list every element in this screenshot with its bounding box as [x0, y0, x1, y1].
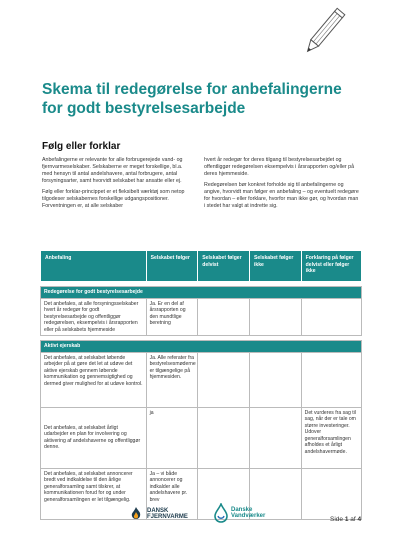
section-heading: Følg eller forklar	[42, 141, 121, 152]
row-recommendation: Det anbefales, at selskabet løbende arbejder på at gøre det let at udøve det aktive ejerskab gennem løbende kommunikation og gennemsigtighed og dermed giver mulighed for at udøve kontrol.	[41, 352, 147, 407]
water-drop-icon	[214, 503, 228, 523]
document-title	[42, 80, 372, 118]
row-partial[interactable]	[198, 352, 250, 407]
page-number	[330, 516, 361, 523]
row-explanation[interactable]	[301, 298, 361, 336]
table-header-row	[41, 251, 362, 282]
intro-paragraph: Følg eller forklar-princippet er et fleksibelt værktøj som netop tilgodeser selskabernes forskellige udgangspositioner. Forventningen er, at alle selskaber	[42, 189, 185, 209]
row-not[interactable]	[249, 298, 301, 336]
row-not[interactable]	[249, 407, 301, 468]
dansk-fjernvarme-logo	[128, 506, 188, 522]
header-recommendation: Anbefaling	[41, 251, 147, 282]
header-explanation: Forklaring på følger delvist eller følger ikke	[301, 251, 361, 282]
intro-paragraph: Anbefalingerne er relevante for alle forbrugerejede vand- og fjernvarmeselskaber. Selskaberne er meget forskellige, bl.a. med hensyn til antal andelshavere, antal forbrugere, antal forsyningsarter, samt hvorvidt selskabet har ansatte eller ej.	[42, 157, 183, 184]
page-total: 4	[357, 516, 362, 523]
danske-vandvaerker-logo	[214, 503, 265, 523]
row-follows[interactable]: Ja. Er en del af årsrapporten og den mundtlige beretning	[146, 298, 198, 336]
header-not: Selskabet følger ikke	[249, 251, 301, 282]
header-partial: Selskabet følger delvist	[198, 251, 250, 282]
flame-icon	[128, 506, 144, 522]
title-line-2: for godt bestyrelsesarbejde	[42, 100, 246, 117]
table-section-row	[41, 287, 362, 299]
intro-right-column	[204, 157, 360, 214]
logo-text-line: Vandværker	[231, 513, 266, 519]
intro-paragraph: Redegørelsen bør konkret forholde sig til anbefalingerne og angive, hvorvidt man følger en anbefaling – og eventuelt redegøre for hvordan – eller forklare, hvorfor man ikke gør, og hvordan man i stedet har valgt at indrette sig.	[204, 182, 359, 209]
table-row	[41, 298, 362, 336]
row-follows[interactable]: Ja. Alle referater fra bestyrelsesmøderne er tilgængelige på hjemmesiden.	[146, 352, 198, 407]
row-recommendation: Det anbefales, at selskabet årligt udarbejder en plan for involvering og aktivering af andelshaverne og offentliggør denne.	[41, 407, 147, 468]
row-explanation[interactable]	[301, 468, 361, 519]
row-partial[interactable]	[198, 298, 250, 336]
section-label: Aktivt ejerskab	[41, 341, 362, 353]
logo-text-line: FJERNVARME	[147, 514, 188, 520]
intro-paragraph: hvert år redegør for deres tilgang til bestyrelsesarbejdet og offentliggør redegørelsen eksempelvis i årsrapporten og/eller på deres hjemmeside.	[204, 157, 355, 177]
pencil-icon	[300, 6, 346, 60]
section-label: Redegørelse for godt bestyrelsesarbejde	[41, 287, 362, 299]
logo-text-line: Danske	[231, 506, 253, 513]
intro-left-column	[42, 157, 194, 214]
row-explanation[interactable]: Det vurderes fra sag til sag, når der er tale om større investeringer. Udover generalforsamlingen afholdes et årligt andelshavermøde.	[301, 407, 361, 468]
logo-text-line: DANSK	[147, 507, 169, 514]
table-row	[41, 468, 362, 519]
row-recommendation: Det anbefales, at selskabet annoncerer bredt ved indkaldelse til den årlige generalforsamling samt tilskrer, at kommunikationen forud for og under generalforsamlingen er let tilgængelig.	[41, 468, 147, 519]
table-row	[41, 407, 362, 468]
row-partial[interactable]	[198, 407, 250, 468]
row-explanation[interactable]	[301, 352, 361, 407]
table-section-row	[41, 341, 362, 353]
page-current: 1	[344, 516, 349, 523]
row-follows[interactable]: Ja – vi både annoncerer og indkalder alle andelshavere pr. brev	[146, 468, 198, 519]
row-follows[interactable]: ja	[146, 407, 198, 468]
table-row	[41, 352, 362, 407]
page-prefix: Side	[330, 516, 344, 523]
row-not[interactable]	[249, 352, 301, 407]
title-line-1: Skema til redegørelse for anbefalingerne	[42, 81, 342, 98]
row-recommendation: Det anbefales, at alle forsyningsselskaber hvert år redegør for godt bestyrelsesarbejde og offentliggør redegørelsen, eksempelvis i årsrapporten eller på selskabets hjemmeside	[41, 298, 147, 336]
header-follows: Selskabet følger	[146, 251, 198, 282]
page-of: af	[350, 516, 356, 523]
recommendations-table	[40, 250, 362, 520]
